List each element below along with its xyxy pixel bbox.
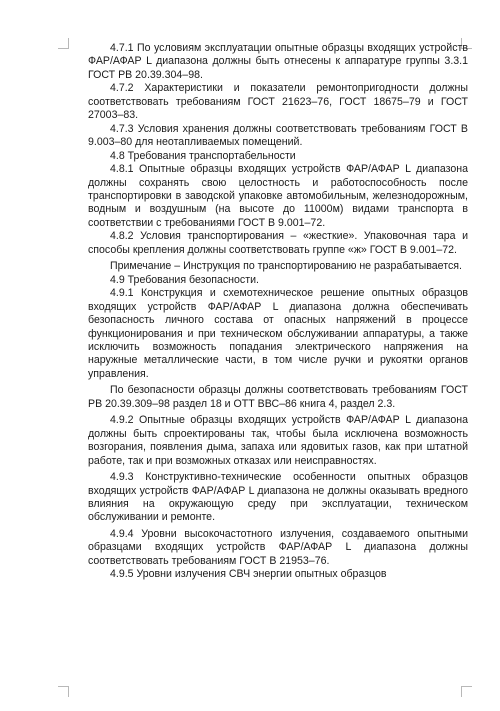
- crop-mark-bottom-right: [461, 686, 472, 697]
- document-body: [88, 42, 468, 582]
- paragraph-4-9-4: 4.9.4 Уровни высокочастотного излучения, создаваемого опытными образцами входящих устройств ФАР/АФАР L диапазона должны соответствовать требованиям ГОСТ В 21953–76.: [88, 527, 468, 567]
- paragraph-4-7-1: 4.7.1 По условиям эксплуатации опытные образцы входящих устройств ФАР/АФАР L диапазона должны быть отнесены к аппаратуре группы 3.3.1 ГОСТ РВ 20.39.304–98.: [88, 42, 468, 81]
- heading-4-9: 4.9 Требования безопасности.: [110, 273, 259, 286]
- paragraph-4-9-2: 4.9.2 Опытные образцы входящих устройств ФАР/АФАР L диапазона должны быть спроектированы так, чтобы была исключена возможность возгорания, появления дыма, запаха или ядовитых газов, как при штатной работе, так и при возможных отказах или неисправностях.: [88, 414, 468, 467]
- crop-mark-top-left: [58, 38, 69, 49]
- paragraph-safety: По безопасности образцы должны соответствовать требованиям ГОСТ РВ 20.39.309–98 раздел 18 и ОТТ ВВС–86 книга 4, раздел 2.3.: [88, 384, 468, 410]
- heading-4-8: 4.8 Требования транспортабельности: [110, 149, 296, 162]
- paragraph-4-9-1: 4.9.1 Конструкция и схемотехническое решение опытных образцов входящих устройств ФАР/АФАР L диапазона должна обеспечивать безопасность личного состава от опасных напряжений в процессе функционирования и при техническом обслуживании аппаратуры, а также исключить возможность попадания электрического напряжения на наружные металлические части, в том числе ручки и рукоятки органов управления.: [88, 287, 468, 380]
- paragraph-4-7-3: 4.7.3 Условия хранения должны соответствовать требованиям ГОСТ В 9.003–80 для неотапливаемых помещений.: [88, 122, 468, 149]
- paragraph-4-9-5: 4.9.5 Уровни излучения СВЧ энергии опытных образцов: [110, 568, 387, 581]
- paragraph-4-8-1: 4.8.1 Опытные образцы входящих устройств ФАР/АФАР L диапазона должны сохранять свою целостность и работоспособность после транспортировки в заводской упаковке автомобильным, железнодорожным, водным и воздушным (на высоте до 11000м) видами транспорта в соответствии с требованиями ГОСТ В 9.001–72.: [88, 163, 468, 229]
- paragraph-4-8-2: 4.8.2 Условия транспортирования – «жесткие». Упаковочная тара и способы крепления должны соответствовать группе «ж» ГОСТ В 9.001–72.: [88, 230, 468, 256]
- paragraph-note: Примечание – Инструкция по транспортированию не разрабатывается.: [110, 260, 462, 273]
- paragraph-4-7-2: 4.7.2 Характеристики и показатели ремонтопригодности должны соответствовать требованиям ГОСТ 21623–76, ГОСТ 18675–79 и ГОСТ 27003–83.: [88, 82, 468, 122]
- paragraph-4-9-3: 4.9.3 Конструктивно-технические особенности опытных образцов входящих устройств ФАР/АФАР L диапазона не должны оказывать вредного влияния на окружающую среду при эксплуатации, техническом обслуживании и ремонте.: [88, 471, 468, 524]
- crop-mark-bottom-left: [58, 686, 69, 697]
